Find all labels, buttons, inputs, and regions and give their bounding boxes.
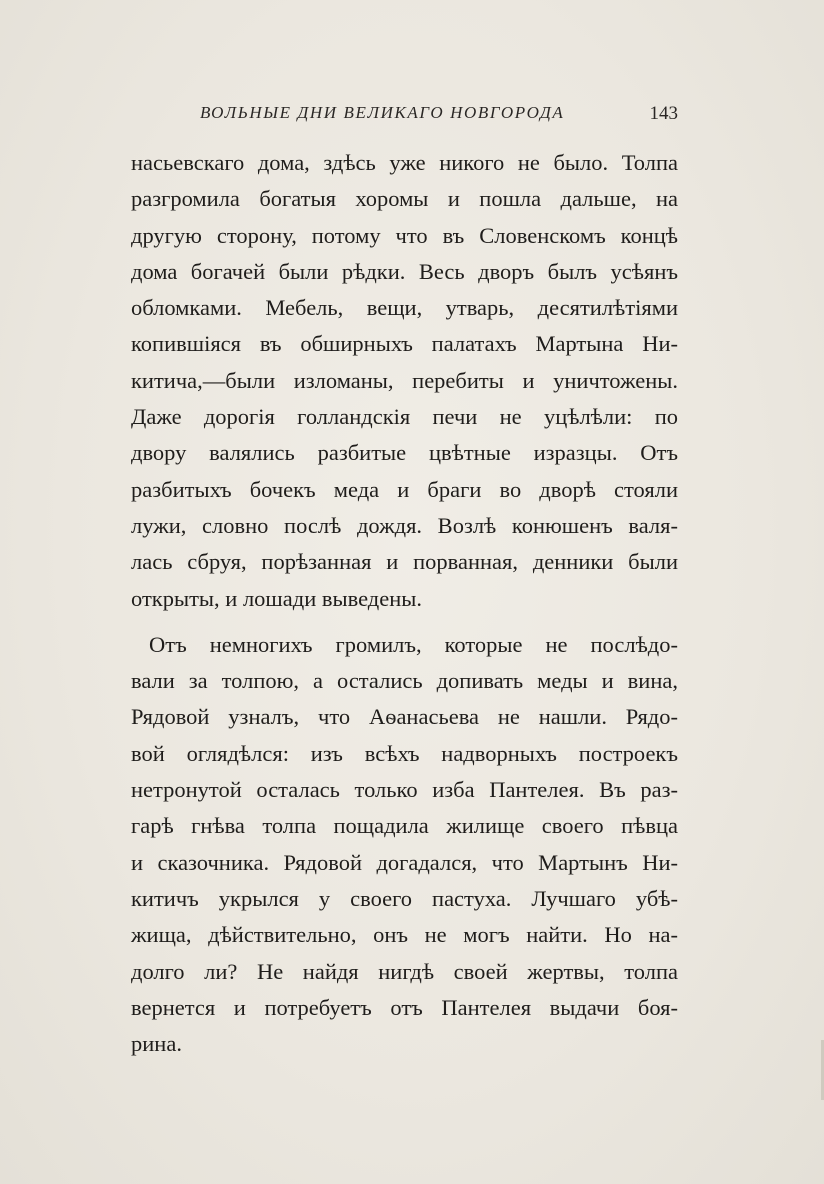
text-line: насьевскаго дома, здѣсь уже никого не было. Толпа	[131, 150, 678, 175]
text-line: двору валялись разбитые цвѣтные изразцы. Отъ	[131, 440, 678, 466]
text-line: вали за толпою, а остались допивать меды и вина,	[131, 668, 678, 694]
text-line: Отъ немногихъ громилъ, которые не послѣдо-	[149, 631, 678, 657]
text-line: копившіяся въ обширныхъ палатахъ Мартына Ни-	[131, 331, 678, 357]
body-text	[131, 145, 678, 1062]
text-line: Даже дорогія голландскія печи не уцѣлѣли: по	[131, 404, 678, 430]
text-line: китича,—были изломаны, перебиты и уничтожены.	[131, 367, 678, 393]
text-line: другую сторону, потому что въ Словенскомъ концѣ	[131, 222, 678, 248]
text-line: жища, дѣйствительно, онъ не могъ найти. Но на-	[131, 922, 678, 948]
running-head	[200, 103, 678, 133]
text-line: лужи, словно послѣ дождя. Возлѣ конюшенъ валя-	[131, 512, 678, 538]
text-line: гарѣ гнѣва толпа пощадила жилище своего пѣвца	[131, 813, 678, 839]
text-line: дома богачей были рѣдки. Весь дворъ былъ усѣянъ	[131, 258, 678, 284]
paragraph-2	[131, 627, 678, 1063]
text-line: и сказочника. Рядовой догадался, что Мартынъ Ни-	[131, 849, 678, 875]
page-number: 143	[649, 103, 678, 124]
text-line: китичъ укрылся у своего пастуха. Лучшаго убѣ-	[131, 885, 678, 911]
paragraph-1	[131, 145, 678, 617]
text-line: разбитыхъ бочекъ меда и браги во дворѣ стояли	[131, 476, 678, 502]
text-line: лась сбруя, порѣзанная и порванная, денники были	[131, 549, 678, 575]
running-title: ВОЛЬНЫЕ ДНИ ВЕЛИКАГО НОВГОРОДА	[200, 103, 565, 122]
text-line: разгромила богатыя хоромы и пошла дальше, на	[131, 186, 678, 212]
text-line: вернется и потребуетъ отъ Пантелея выдачи боя-	[131, 994, 678, 1020]
text-line: долго ли? Не найдя нигдѣ своей жертвы, толпа	[131, 958, 678, 984]
text-line: открыты, и лошади выведены.	[131, 585, 422, 611]
text-line: вой оглядѣлся: изъ всѣхъ надворныхъ построекъ	[131, 740, 678, 766]
paragraph-gap	[131, 617, 678, 627]
text-line: нетронутой осталась только изба Пантелея. Въ раз-	[131, 777, 678, 803]
text-line: Рядовой узналъ, что Аѳанасьева не нашли. Рядо-	[131, 704, 678, 730]
text-line: рина.	[131, 1031, 182, 1057]
text-line: обломками. Мебель, вещи, утварь, десятилѣтіями	[131, 295, 678, 321]
